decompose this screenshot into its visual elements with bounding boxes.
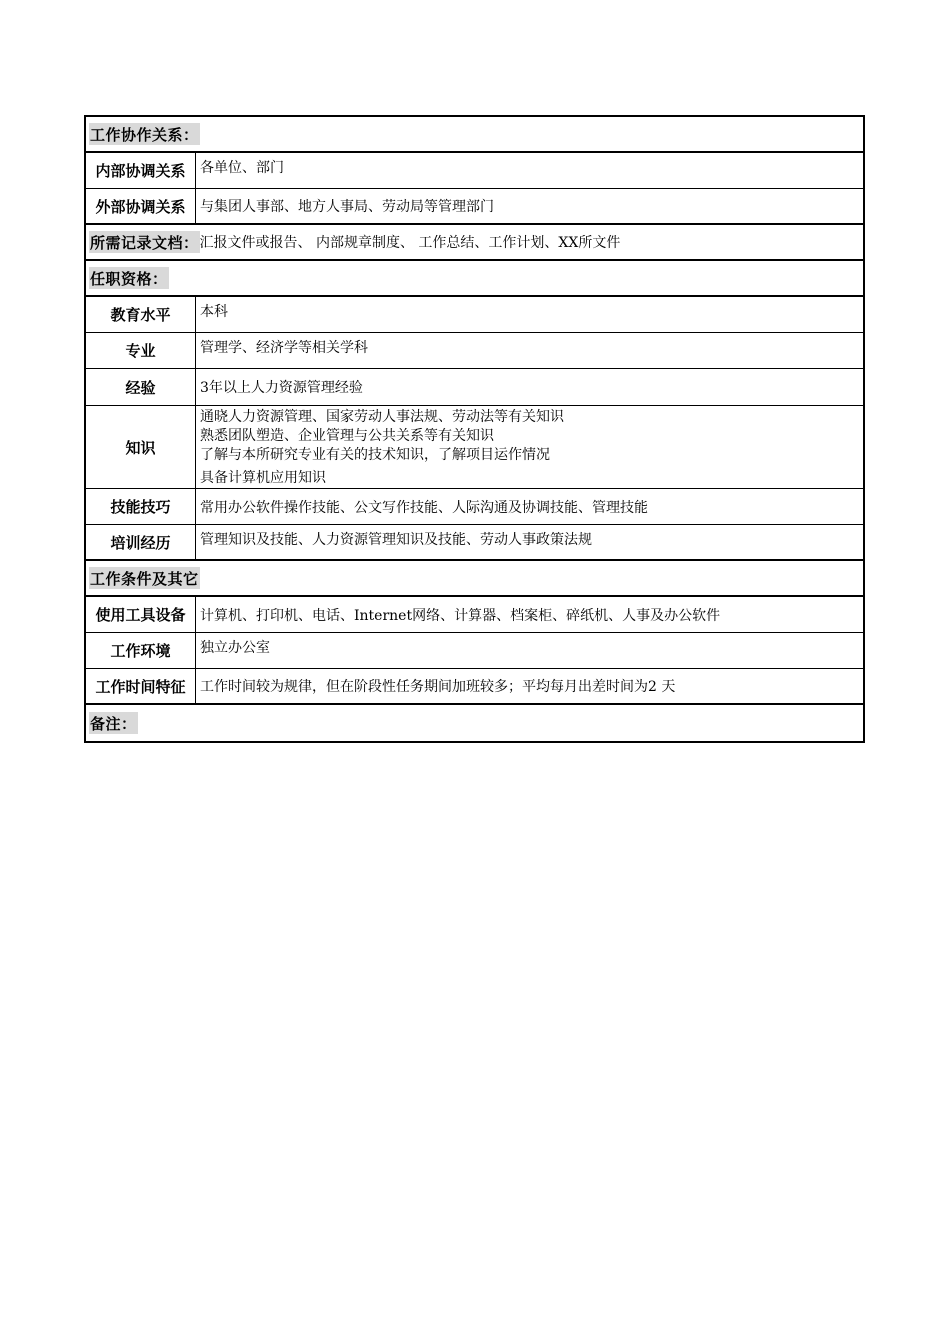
row-label: 技能技巧 (86, 489, 196, 524)
knowledge-line: 熟悉团队塑造、企业管理与公共关系等有关知识 (200, 428, 494, 444)
knowledge-line: 了解与本所研究专业有关的技术知识，了解项目运作情况 (200, 447, 550, 463)
section-header-qualifications (86, 261, 863, 297)
row-value: 管理知识及技能、人力资源管理知识及技能、劳动人事政策法规 (200, 532, 592, 548)
table-row-work-hours (86, 669, 863, 705)
table-row-experience (86, 369, 863, 406)
row-label: 工作环境 (86, 633, 196, 668)
section-title-conditions: 工作条件及其它 (89, 567, 200, 589)
knowledge-line: 具备计算机应用知识 (200, 470, 326, 486)
row-value: 本科 (200, 304, 228, 320)
row-value-lines (196, 406, 863, 488)
row-value: 独立办公室 (200, 640, 270, 656)
row-label: 培训经历 (86, 525, 196, 559)
knowledge-line: 通晓人力资源管理、国家劳动人事法规、劳动法等有关知识 (200, 409, 564, 425)
row-value: 常用办公软件操作技能、公文写作技能、人际沟通及协调技能、管理技能 (200, 499, 648, 516)
table-row-knowledge (86, 406, 863, 489)
section-header-remarks (86, 705, 863, 741)
table-row-education (86, 297, 863, 333)
row-label: 专业 (86, 333, 196, 368)
row-value: 3年以上人力资源管理经验 (200, 380, 363, 396)
section-title-remarks: 备注： (89, 712, 138, 734)
row-label: 教育水平 (86, 297, 196, 332)
job-description-table (84, 115, 865, 743)
records-value: 汇报文件或报告、 内部规章制度、 工作总结、工作计划、XX所文件 (199, 235, 621, 251)
section-header-cooperation (86, 117, 863, 153)
section-title-qualifications: 任职资格： (89, 267, 169, 289)
table-row-tools (86, 597, 863, 633)
row-label: 外部协调关系 (86, 189, 196, 223)
row-value: 各单位、部门 (200, 160, 284, 176)
row-value: 与集团人事部、地方人事局、劳动局等管理部门 (200, 199, 494, 215)
section-header-records (86, 225, 863, 261)
row-value: 计算机、打印机、电话、Internet网络、计算器、档案柜、碎纸机、人事及办公软件 (200, 607, 721, 624)
section-title-cooperation: 工作协作关系： (89, 123, 200, 145)
row-value: 工作时间较为规律，但在阶段性任务期间加班较多；平均每月出差时间为2 天 (200, 679, 676, 695)
row-value: 管理学、经济学等相关学科 (200, 340, 368, 356)
table-row-internal-coordination (86, 153, 863, 189)
section-header-conditions (86, 561, 863, 597)
table-row-training (86, 525, 863, 561)
table-row-external-coordination (86, 189, 863, 225)
row-label: 内部协调关系 (86, 153, 196, 188)
row-label: 工作时间特征 (86, 669, 196, 703)
row-label: 经验 (86, 369, 196, 405)
table-row-skills (86, 489, 863, 525)
table-row-major (86, 333, 863, 369)
row-label: 使用工具设备 (86, 597, 196, 632)
table-row-environment (86, 633, 863, 669)
row-label: 知识 (86, 406, 196, 488)
section-title-records: 所需记录文档： (89, 231, 200, 253)
